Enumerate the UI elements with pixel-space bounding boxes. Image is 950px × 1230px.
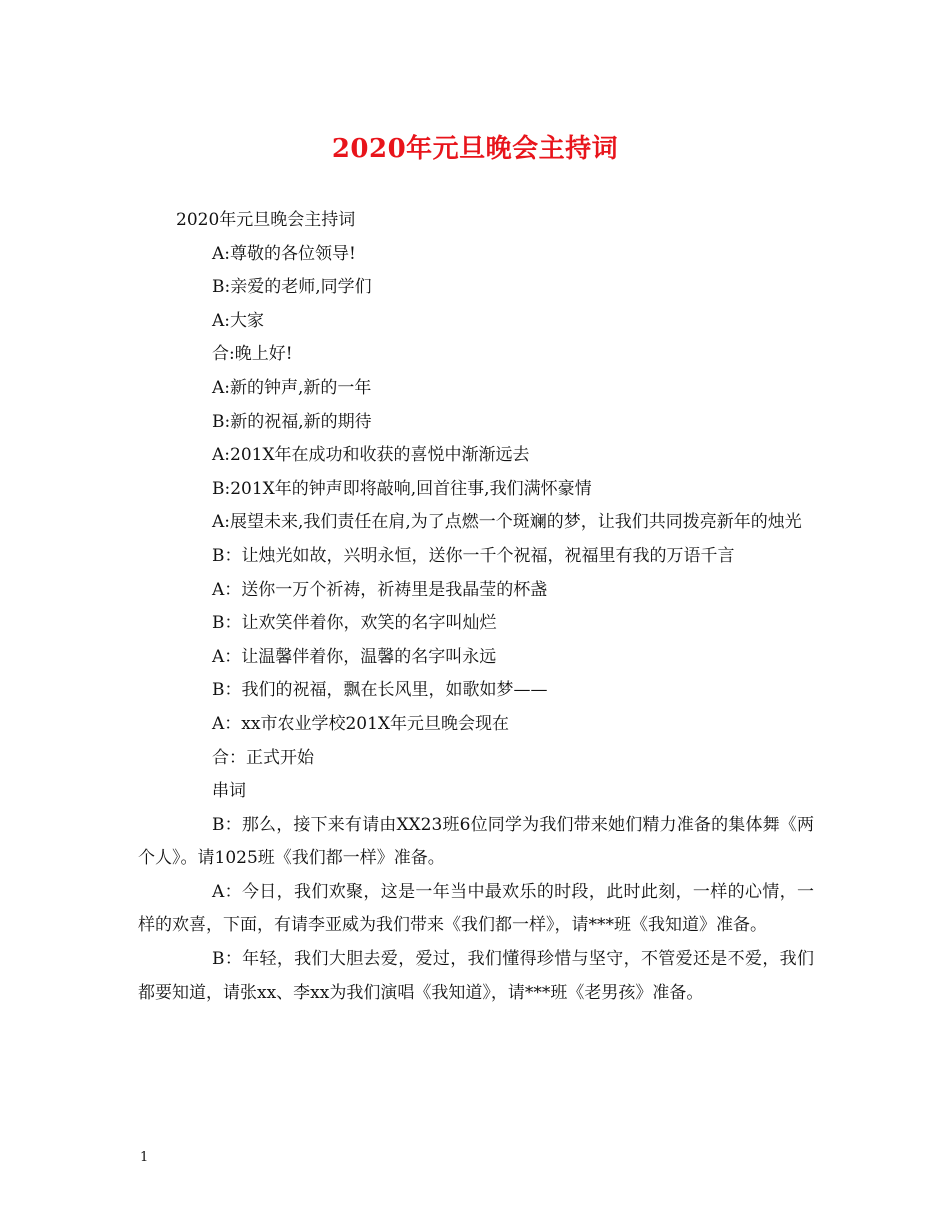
dialogue-line: A:大家 (212, 310, 265, 331)
dialogue-paragraph: A：今日，我们欢聚，这是一年当中最欢乐的时段，此时此刻，一样的心情，一样的欢喜，下面，有请李亚威为我们带来《我们都一样》，请***班《我知道》准备。 (138, 881, 814, 936)
dialogue-line: A：让温馨伴着你，温馨的名字叫永远 (212, 646, 497, 667)
dialogue-line: 合:晚上好! (212, 344, 293, 365)
dialogue-line: A:尊敬的各位领导! (212, 243, 356, 264)
page-number: 1 (140, 1150, 149, 1165)
dialogue-line: 合：正式开始 (212, 747, 314, 768)
dialogue-paragraph: B：那么，接下来有请由XX23班6位同学为我们带来她们精力准备的集体舞《两个人》。请1025班《我们都一样》准备。 (138, 814, 814, 869)
dialogue-line: B:亲爱的老师,同学们 (212, 277, 372, 298)
dialogue-line: A：送你一万个祈祷，祈祷里是我晶莹的杯盏 (212, 579, 548, 600)
dialogue-paragraph: B：年轻，我们大胆去爱，爱过，我们懂得珍惜与坚守，不管爱还是不爱，我们都要知道，请张xx、李xx为我们演唱《我知道》，请***班《老男孩》准备。 (138, 949, 814, 1003)
section-heading: 串词 (212, 781, 246, 802)
dialogue-line: A:新的钟声,新的一年 (212, 377, 372, 398)
document-body (138, 204, 814, 1010)
dialogue-line: B:新的祝福,新的期待 (212, 411, 372, 432)
dialogue-line: B：让烛光如故，兴明永恒，送你一千个祝福，祝福里有我的万语千言 (212, 545, 735, 566)
dialogue-line: B：我们的祝福，飘在长风里，如歌如梦—— (212, 680, 548, 701)
page-title: 2020年元旦晚会主持词 (331, 134, 619, 164)
dialogue-line: B:201X年的钟声即将敲响,回首往事,我们满怀豪情 (212, 478, 592, 499)
dialogue-line: A：xx市农业学校201X年元旦晚会现在 (212, 713, 510, 734)
dialogue-line: A:201X年在成功和收获的喜悦中渐渐远去 (212, 445, 530, 466)
dialogue-paragraph: A:展望未来,我们责任在肩,为了点燃一个斑斓的梦，让我们共同拨亮新年的烛光 (212, 512, 802, 533)
document-subtitle: 2020年元旦晚会主持词 (176, 210, 356, 230)
dialogue-line: B：让欢笑伴着你，欢笑的名字叫灿烂 (212, 613, 497, 634)
